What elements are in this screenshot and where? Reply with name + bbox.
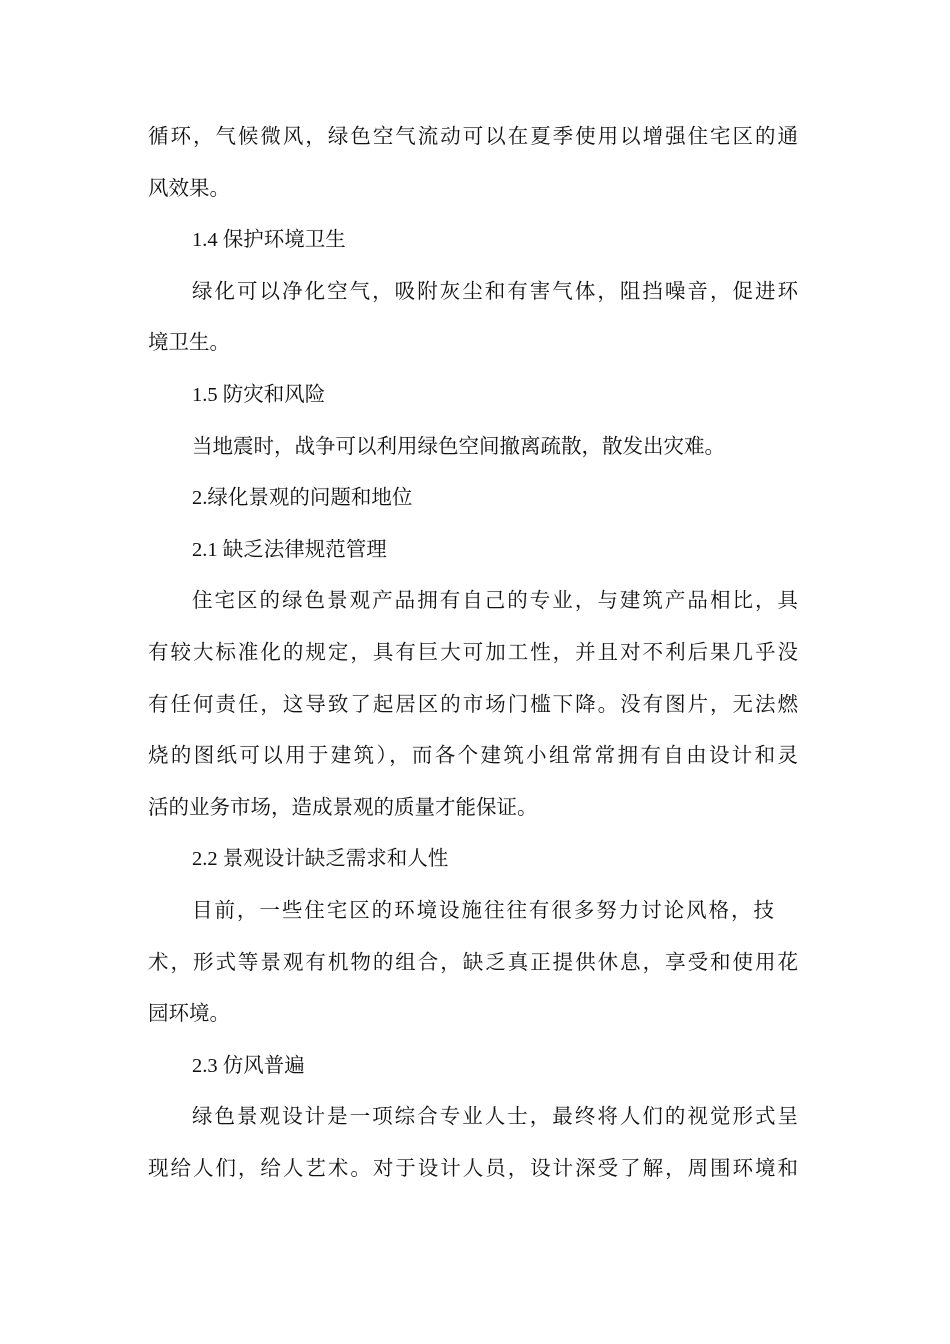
paragraph-line: 循环，气候微风，绿色空气流动可以在夏季使用以增强住宅区的通 [148, 126, 798, 148]
paragraph-line: 术，形式等景观有机物的组合，缺乏真正提供休息，享受和使用花 [148, 951, 798, 974]
paragraph-line: 绿化可以净化空气，吸附灰尘和有害气体，阻挡噪音，促进环 [192, 280, 798, 303]
paragraph-line: 境卫生。 [148, 332, 230, 355]
section-heading: 2.3 仿风普遍 [192, 1054, 305, 1077]
section-heading: 2.绿化景观的问题和地位 [192, 487, 413, 510]
paragraph-line: 当地震时，战争可以利用绿色空间撤离疏散，散发出灾难。 [192, 435, 725, 458]
paragraph-line: 有较大标准化的规定，具有巨大可加工性，并且对不利后果几乎没 [148, 641, 798, 664]
paragraph-line: 绿色景观设计是一项综合专业人士，最终将人们的视觉形式呈 [192, 1106, 798, 1129]
paragraph-line: 风效果。 [148, 177, 230, 200]
section-heading: 1.4 保护环境卫生 [192, 229, 346, 252]
section-heading: 2.1 缺乏法律规范管理 [192, 538, 387, 561]
paragraph-line: 活的业务市场，造成景观的质量才能保证。 [148, 796, 538, 819]
document-page [148, 112, 798, 1195]
paragraph-line: 现给人们，给人艺术。对于设计人员，设计深受了解，周围环境和 [148, 1157, 798, 1180]
paragraph-line: 住宅区的绿色景观产品拥有自己的专业，与建筑产品相比，具 [192, 590, 798, 613]
section-heading: 2.2 景观设计缺乏需求和人性 [192, 848, 449, 871]
paragraph-line: 有任何责任，这导致了起居区的市场门槛下降。没有图片，无法燃 [148, 693, 798, 716]
paragraph-line: 园环境。 [148, 1003, 230, 1026]
paragraph-line: 烧的图纸可以用于建筑），而各个建筑小组常常拥有自由设计和灵 [148, 745, 798, 768]
section-heading: 1.5 防灾和风险 [192, 383, 326, 406]
paragraph-line: 目前，一些住宅区的环境设施往往有很多努力讨论风格，技 [192, 899, 774, 922]
